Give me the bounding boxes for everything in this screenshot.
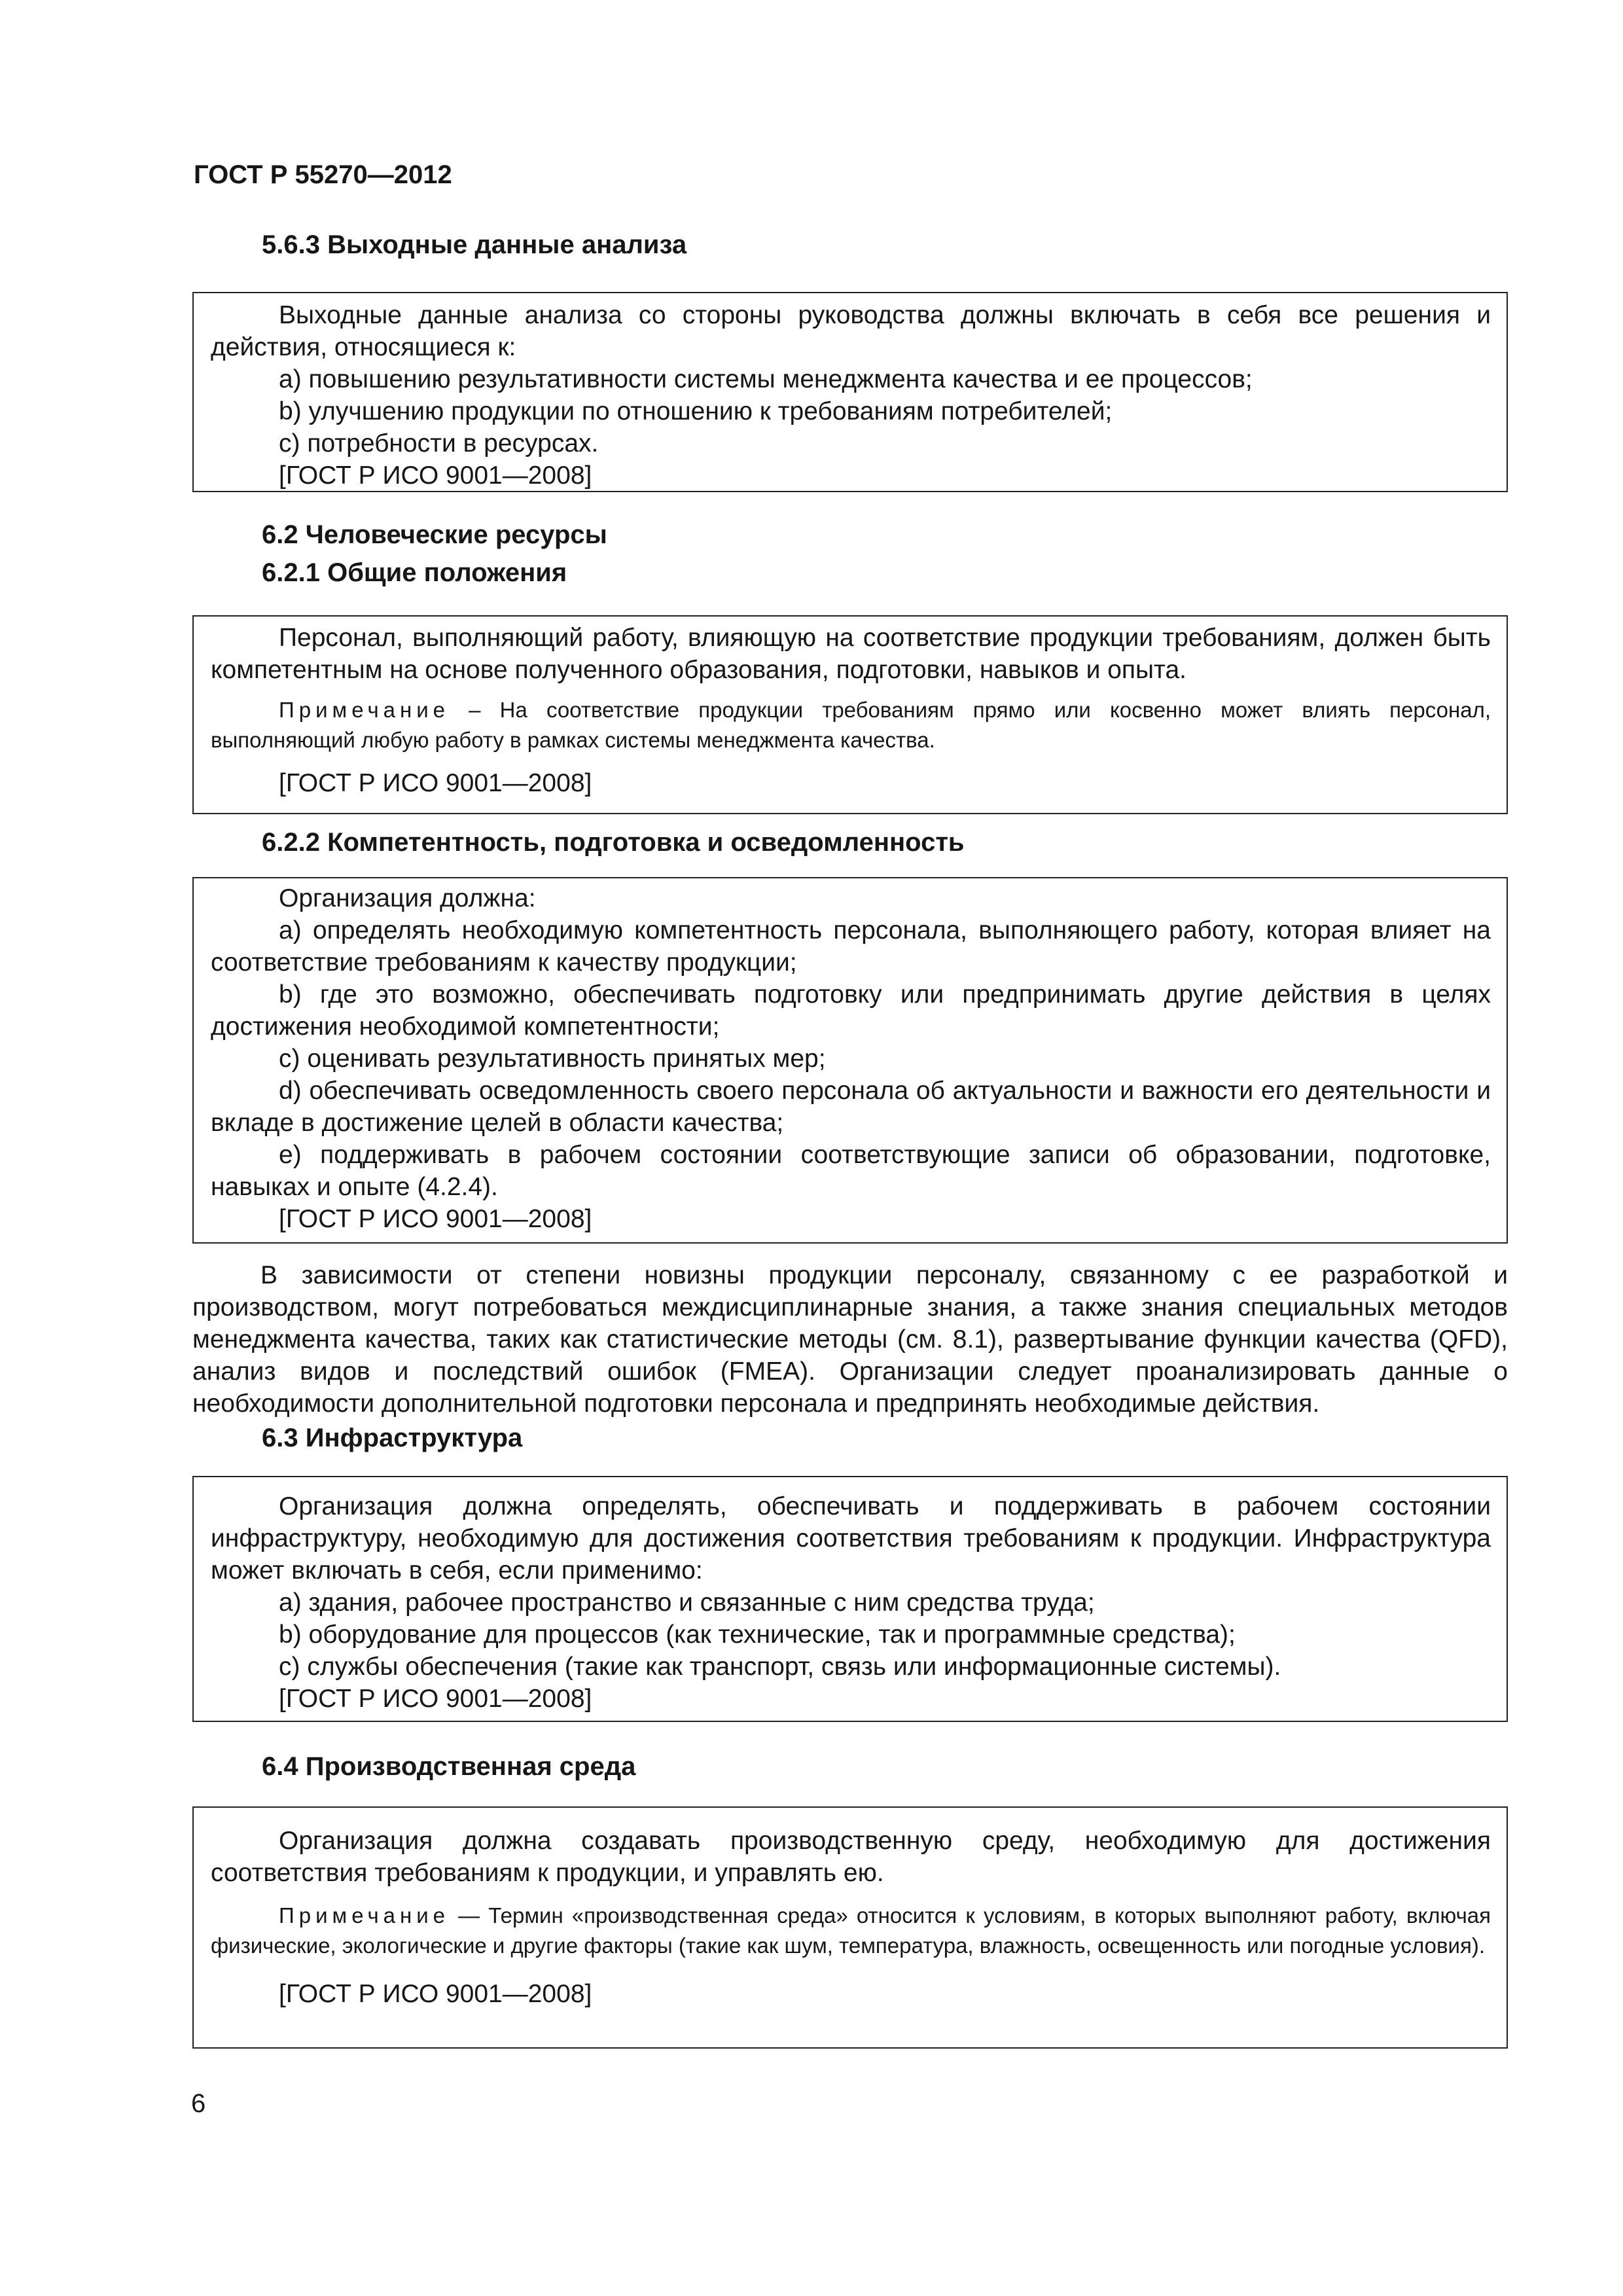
paragraph: Выходные данные анализа со стороны руководства должны включать в себя все решения и действия, относящиеся к: [211,301,1491,361]
heading-6-3: 6.3 Инфраструктура [262,1424,523,1452]
list-item: a) определять необходимую компетентность персонала, выполняющего работу, которая влияет на соответствие требованиям к качеству продукции; [211,916,1491,977]
note-text: — Термин «производственная среда» относится к условиям, в которых выполняют работу, включая физические, экологические и другие факторы (такие как шум, температура, влажность, освещенность или погодные условия). [211,1903,1491,1958]
paragraph: Организация должна: [279,884,536,912]
list-item: e) поддерживать в рабочем состоянии соответствующие записи об образовании, подготовке, навыках и опыте (4.2.4). [211,1141,1491,1201]
list-item: a) здания, рабочее пространство и связанные с ним средства труда; [279,1588,1095,1617]
reference: [ГОСТ Р ИСО 9001—2008] [279,1980,592,2008]
list-item: d) обеспечивать осведомленность своего персонала об актуальности и важности его деятельности и вкладе в достижение целей в области качества; [211,1077,1491,1137]
heading-5-6-3: 5.6.3 Выходные данные анализа [262,230,687,259]
heading-6-2-1: 6.2.1 Общие положения [262,558,567,587]
paragraph: В зависимости от степени новизны продукции персоналу, связанному с ее разработкой и производством, могут потребоваться междисциплинарные знания, а также знания специальных методов менеджмента качества, таких как статистические методы (см. 8.1), развертывание функции качества (QFD), анализ видов и последствий ошибок (FMEA). Организации следует проанализировать данные о необходимости дополнительной подготовки персонала и предпринять необходимые действия. [192,1261,1508,1418]
quote-box-6-2-1 [192,615,1508,814]
list-item: c) оценивать результативность принятых мер; [279,1045,826,1073]
paragraph: Организация должна создавать производственную среду, необходимую для достижения соответствия требованиям к продукции, и управлять ею. [211,1827,1491,1887]
note-label: Примечание [279,1903,450,1928]
page-number: 6 [191,2089,206,2118]
quote-box-6-4 [192,1806,1508,2049]
list-item: b) где это возможно, обеспечивать подготовку или предпринимать другие действия в целях достижения необходимой компетентности; [211,980,1491,1041]
paragraph: Организация должна определять, обеспечивать и поддерживать в рабочем состоянии инфраструктуру, необходимую для достижения соответствия требованиям к продукции. Инфраструктура может включать в себя, если применимо: [211,1492,1491,1585]
list-item: b) оборудование для процессов (как технические, так и программные средства); [279,1621,1236,1649]
list-item: c) службы обеспечения (такие как транспорт, связь или информационные системы). [279,1653,1281,1681]
reference: [ГОСТ Р ИСО 9001—2008] [279,1205,592,1233]
document-header: ГОСТ Р 55270—2012 [194,160,452,189]
reference: [ГОСТ Р ИСО 9001—2008] [279,769,592,797]
paragraph-after-box [192,1259,1508,1420]
heading-6-2: 6.2 Человеческие ресурсы [262,520,607,549]
reference: [ГОСТ Р ИСО 9001—2008] [279,1685,592,1713]
paragraph: Персонал, выполняющий работу, влияющую на соответствие продукции требованиям, должен быть компетентным на основе полученного образования, подготовки, навыков и опыта. [211,624,1491,684]
quote-box-6-2-2 [192,877,1508,1244]
list-item: a) повышению результативности системы менеджмента качества и ее процессов; [279,365,1253,393]
list-item: b) улучшению продукции по отношению к требованиям потребителей; [279,397,1113,425]
note [211,695,1491,755]
note-label: Примечание [279,698,450,722]
note [211,1901,1491,1961]
heading-6-2-2: 6.2.2 Компетентность, подготовка и осведомленность [262,828,965,857]
note-text: – На соответствие продукции требованиям прямо или косвенно может влиять персонал, выполняющий любую работу в рамках системы менеджмента качества. [211,698,1491,752]
quote-box-5-6-3 [192,292,1508,492]
list-item: c) потребности в ресурсах. [279,429,599,457]
reference: [ГОСТ Р ИСО 9001—2008] [279,461,592,490]
heading-6-4: 6.4 Производственная среда [262,1752,636,1781]
quote-box-6-3 [192,1476,1508,1722]
